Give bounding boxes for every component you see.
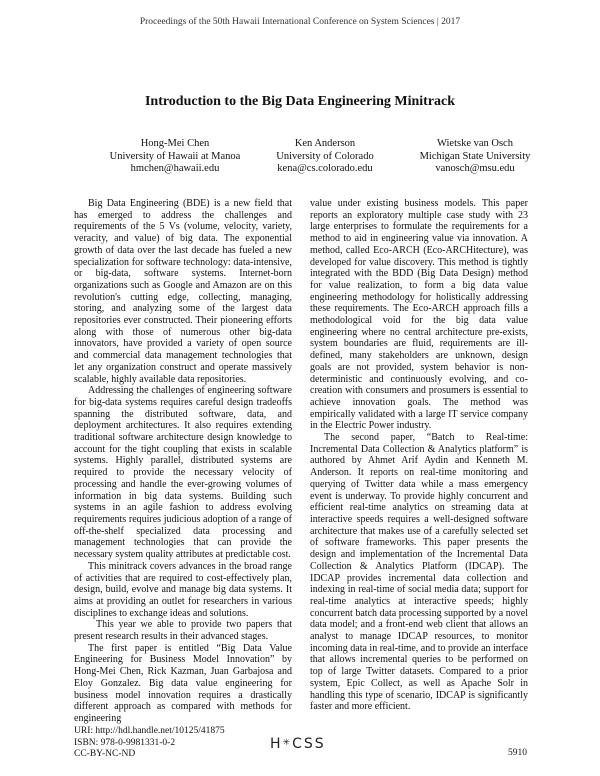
star-icon: ✳ [282, 738, 293, 748]
author-affiliation: University of Colorado [276, 150, 374, 162]
author-affiliation: University of Hawaii at Manoa [109, 150, 241, 162]
body-paragraph: This year we able to provide two papers that present research results in their advanced stages. [74, 619, 292, 643]
author-affiliation: Michigan State University [419, 150, 531, 162]
logo-text-right: CSS [292, 736, 326, 752]
logo-text-left: H [270, 736, 283, 752]
author-email: kena@cs.colorado.edu [277, 163, 373, 174]
body-paragraph: The first paper is entitled “Big Data Value Engineering for Business Model Innovation” by Hong-Mei Chen, Rick Kazman, Juan Garbajosa and Eloy Gonzalez. Big data value engineering for business model innovation requires a drastically different approach as compared with methods for engineering [74, 642, 292, 724]
right-column [310, 198, 528, 713]
body-paragraph: Addressing the challenges of engineering software for big-data systems requires careful design tradeoffs spanning the distributed software, data, and deployment architectures. It also requires extending traditional software architecture design knowledge to account for the tight coupling that exists in scalable systems. Highly parallel, distributed systems are required to provide the necessary velocity of processing and handle the ever-growing volumes of information in big data systems. Building such systems in an agile fashion to address evolving requirements requires judicious adoption of a range of off-the-shelf specialized data processing and management technologies that can provide the necessary system quality attributes at predictable cost. [74, 385, 292, 561]
body-paragraph: Big Data Engineering (BDE) is a new field that has emerged to address the challenges and requirements of the 5 Vs (volume, velocity, variety, veracity, and value) of big data. The exponential growth of data over the last decade has fueled a new specialization for software technology: data-intensive, or big-data, software systems. Internet-born organizations such as Google and Amazon are on this revolution's cutting edge, collecting, managing, storing, and analyzing some of the largest data repositories ever constructed. Their pioneering efforts along with those of numerous other big-data innovators, have provided a variety of open source and commercial data management technologies that let any organization construct and operate massively scalable, highly available data repositories. [74, 198, 292, 385]
author-block-2 [250, 138, 400, 176]
body-paragraph: The second paper, “Batch to Real-time: Incremental Data Collection & Analytics platform” is authored by Ahmet Arif Aydin and Kenneth M. Anderson. It reports on real-time monitoring and querying of Twitter data while a mass emergency event is underway. To provide highly concurrent and efficient real-time analytics on streaming data at interactive speeds requires a well-designed software architecture that makes use of a carefully selected set of software frameworks. This paper presents the design and implementation of the Incremental Data Collection & Analytics Platform (IDCAP). The IDCAP provides incremental data collection and indexing in real-time of social media data; support for real-time analytics at interactive speeds; highly concurrent batch data processing supported by a novel data model; and a front-end web client that allows an analyst to manage IDCAP resources, to monitor incoming data in real-time, and to provide an interface that allows incremental queries to be performed on top of large Twitter datasets. Compared to a prior system, Epic Collect, as well as Apache Solr in handling this type of scenario, IDCAP is significantly faster and more efficient. [310, 432, 528, 713]
author-block-1 [100, 138, 250, 176]
author-block-3 [390, 138, 560, 176]
author-name: Ken Anderson [294, 138, 356, 149]
hicss-logo [270, 736, 326, 752]
footer-uri: URI: http://hdl.handle.net/10125/41875 [74, 726, 225, 736]
left-column [74, 198, 292, 725]
author-name: Wietske van Osch [437, 138, 513, 149]
paper-title: Introduction to the Big Data Engineering Minitrack [144, 94, 456, 109]
author-email: hmchen@hawaii.edu [130, 163, 220, 174]
proceedings-header: Proceedings of the 50th Hawaii International Conference on System Sciences | 2017 [139, 17, 461, 27]
author-email: vanosch@msu.edu [435, 163, 515, 174]
footer-license: CC-BY-NC-ND [74, 749, 136, 759]
body-paragraph: value under existing business models. This paper reports an exploratory multiple case study with 23 large enterprises to formulate the requirements for a method to aid in engineering value via innovation. A method, called Eco-ARCH (Eco-ARCHitecture), was developed for value discovery. This method is tightly integrated with the BDD (Big Data Design) method for value realization, to form a big data value engineering methodology for holistically addressing these requirements. The Eco-ARCH approach fills a methodological void for the big data value engineering where no central architecture pre-exists, system boundaries are fluid, requirements are ill-defined, many stakeholders are unknown, design goals are not provided, system behavior is non-deterministic and continuously evolving, and co-creation with consumers and prosumers is essential to achieve innovation goals. The method was empirically validated with a large IT service company in the Electric Power industry. [310, 198, 528, 432]
author-name: Hong-Mei Chen [140, 138, 210, 149]
footer-info [74, 726, 225, 761]
page-number: 5910 [508, 748, 527, 758]
footer-isbn: ISBN: 978-0-9981331-0-2 [74, 737, 176, 748]
body-paragraph: This minitrack covers advances in the broad range of activities that are required to cost-effectively plan, design, build, evolve and manage big data systems. It aims at providing an outlet for researchers in various disciplines to exchange ideas and solutions. [74, 560, 292, 619]
